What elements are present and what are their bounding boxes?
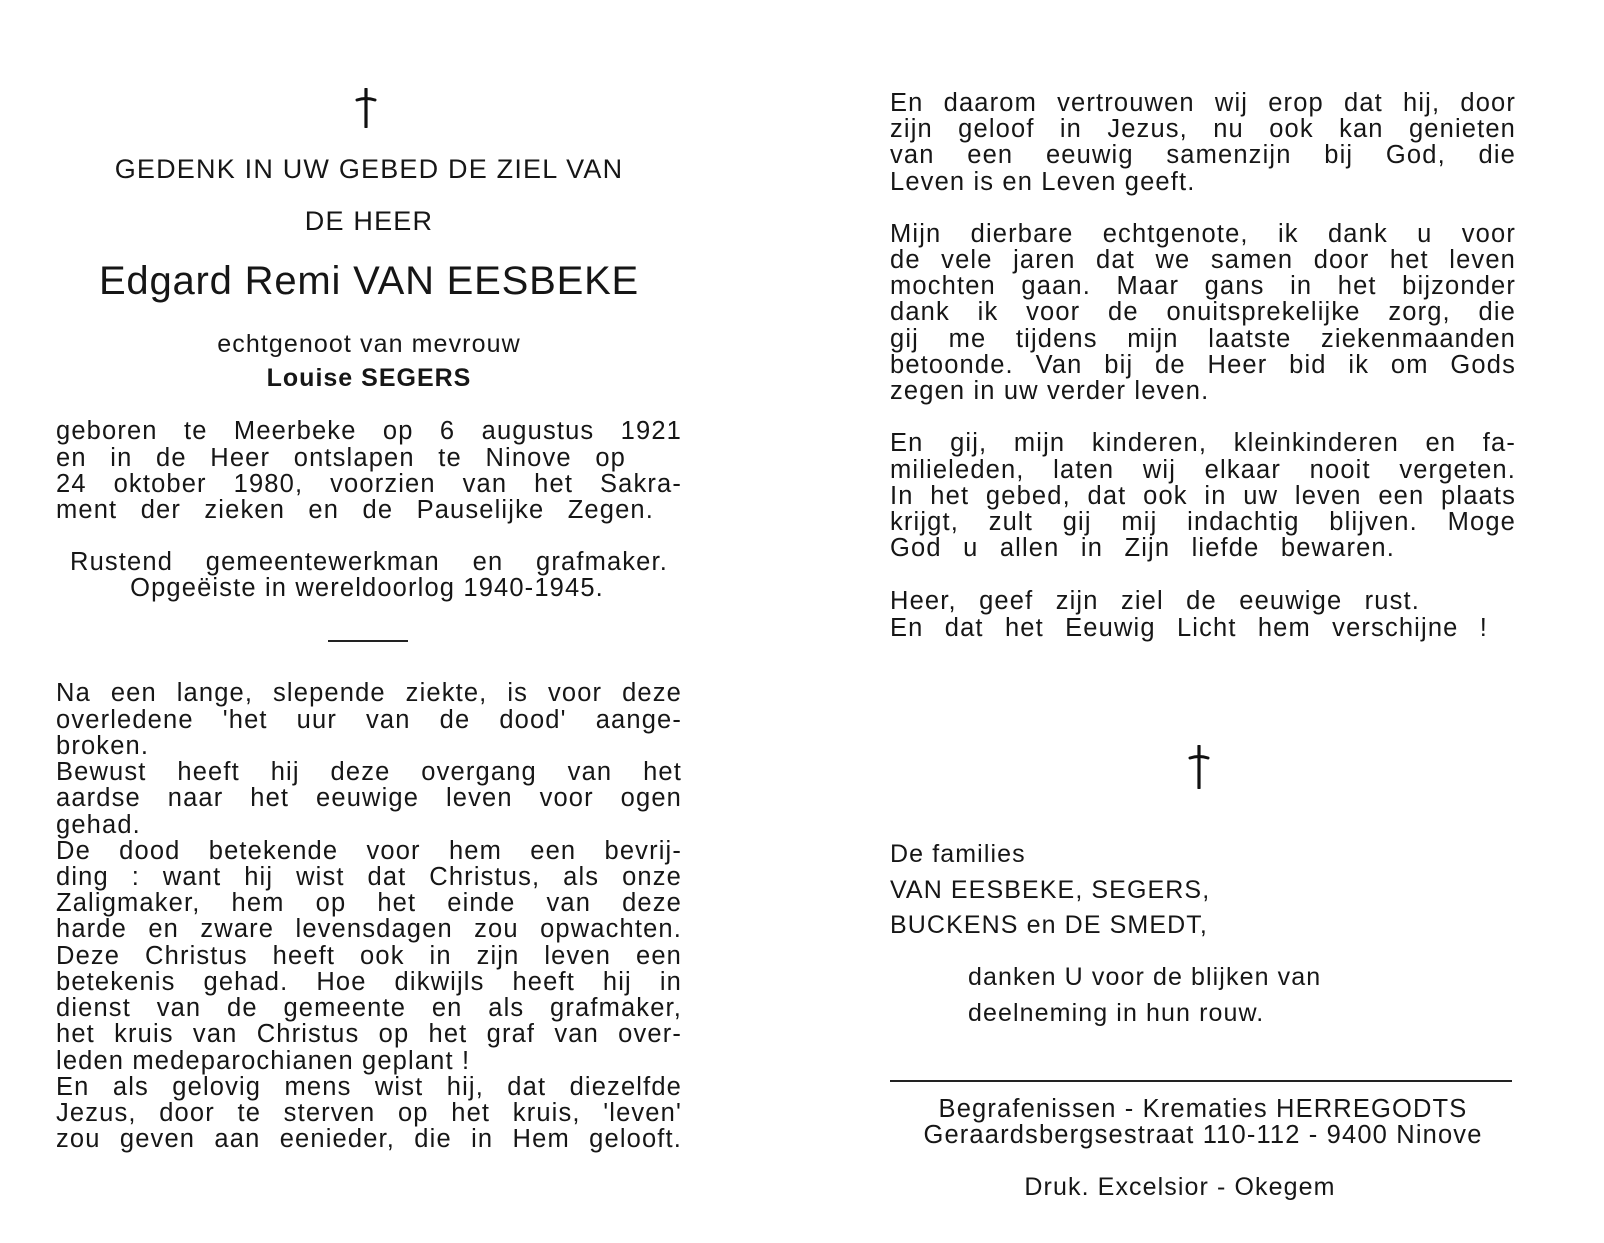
- text-line: dienst van de gemeente en als grafmaker,: [56, 994, 682, 1022]
- text-line: Na een lange, slepende ziekte, is voor deze: [56, 679, 682, 707]
- text-line: zegen in uw verder leven.: [890, 377, 1210, 405]
- families-intro: De families: [890, 840, 1026, 868]
- birth-line: ment der zieken en de Pauselijke Zegen.: [56, 496, 654, 524]
- text-line: Jezus, door te sterven op het kruis, 'leven': [56, 1099, 682, 1127]
- text-line: Heer, geef zijn ziel de eeuwige rust.: [890, 587, 1420, 615]
- text-line: broken.: [56, 732, 150, 760]
- text-line: van een eeuwig samenzijn bij God, die: [890, 141, 1516, 169]
- text-line: In het gebed, dat ook in uw leven een plaats: [890, 482, 1516, 510]
- text-line: dank ik voor de onuitsprekelijke zorg, die: [890, 298, 1516, 326]
- subheader-line: DE HEER: [304, 206, 434, 236]
- divider: [328, 640, 408, 642]
- text-line: de vele jaren dat we samen door het leven: [890, 246, 1516, 274]
- thanks-line: danken U voor de blijken van: [968, 963, 1322, 991]
- text-line: overledene 'het uur van de dood' aange-: [56, 706, 682, 734]
- text-line: zijn geloof in Jezus, nu ook kan genieten: [890, 115, 1516, 143]
- families-line: BUCKENS en DE SMEDT,: [890, 911, 1208, 939]
- undertaker-address: Geraardsbergsestraat 110-112 - 9400 Ninove: [923, 1121, 1483, 1149]
- birth-line: 24 oktober 1980, voorzien van het Sakra-: [56, 470, 682, 498]
- text-line: Mijn dierbare echtgenote, ik dank u voor: [890, 220, 1516, 248]
- header-line: GEDENK IN UW GEBED DE ZIEL VAN: [114, 154, 624, 184]
- text-line: betoonde. Van bij de Heer bid ik om Gods: [890, 351, 1516, 379]
- text-line: krijgt, zult gij mij indachtig blijven. Moge: [890, 508, 1516, 536]
- text-line: En daarom vertrouwen wij erop dat hij, door: [890, 89, 1516, 117]
- undertaker-line: Begrafenissen - Krematies HERREGODTS: [938, 1095, 1468, 1123]
- deceased-name: Edgard Remi VAN EESBEKE: [98, 259, 640, 303]
- printer-line: Druk. Excelsior - Okegem: [1024, 1173, 1336, 1201]
- text-line: Bewust heeft hij deze overgang van het: [56, 758, 682, 786]
- spouse-name: Louise SEGERS: [266, 364, 472, 392]
- text-line: harde en zware levensdagen zou opwachten.: [56, 915, 682, 943]
- occupation-line: Opgeëiste in wereldoorlog 1940-1945.: [130, 574, 604, 602]
- text-line: De dood betekende voor hem een bevrij-: [56, 837, 682, 865]
- text-line: aardse naar het eeuwige leven voor ogen: [56, 784, 682, 812]
- text-line: betekenis gehad. Hoe dikwijls heeft hij in: [56, 968, 682, 996]
- text-line: En dat het Eeuwig Licht hem verschijne !: [890, 614, 1488, 642]
- text-line: God u allen in Zijn liefde bewaren.: [890, 534, 1395, 562]
- text-line: mochten gaan. Maar gans in het bijzonder: [890, 272, 1516, 300]
- text-line: milieleden, laten wij elkaar nooit vergeten.: [890, 456, 1516, 484]
- families-line: VAN EESBEKE, SEGERS,: [890, 876, 1211, 904]
- text-line: ding : want hij wist dat Christus, als onze: [56, 863, 682, 891]
- text-line: En gij, mijn kinderen, kleinkinderen en fa-: [890, 429, 1516, 457]
- birth-line: geboren te Meerbeke op 6 augustus 1921: [56, 417, 682, 445]
- thanks-line: deelneming in hun rouw.: [968, 999, 1265, 1027]
- text-line: Leven is en Leven geeft.: [890, 168, 1196, 196]
- text-line: gij me tijdens mijn laatste ziekenmaanden: [890, 325, 1516, 353]
- text-line: Deze Christus heeft ook in zijn leven een: [56, 942, 682, 970]
- footer-divider: [890, 1080, 1512, 1082]
- text-line: leden medeparochianen geplant !: [56, 1047, 471, 1075]
- occupation-line: Rustend gemeentewerkman en grafmaker.: [70, 548, 668, 576]
- birth-line: en in de Heer ontslapen te Ninove op: [56, 444, 626, 472]
- text-line: het kruis van Christus op het graf van over-: [56, 1020, 682, 1048]
- spouse-intro: echtgenoot van mevrouw: [217, 330, 521, 358]
- text-line: zou geven aan eenieder, die in Hem gelooft.: [56, 1125, 682, 1153]
- text-line: En als gelovig mens wist hij, dat diezelfde: [56, 1073, 682, 1101]
- cross-icon: [354, 88, 378, 128]
- text-line: Zaligmaker, hem op het einde van deze: [56, 889, 682, 917]
- text-line: gehad.: [56, 811, 141, 839]
- cross-icon: [1187, 745, 1211, 789]
